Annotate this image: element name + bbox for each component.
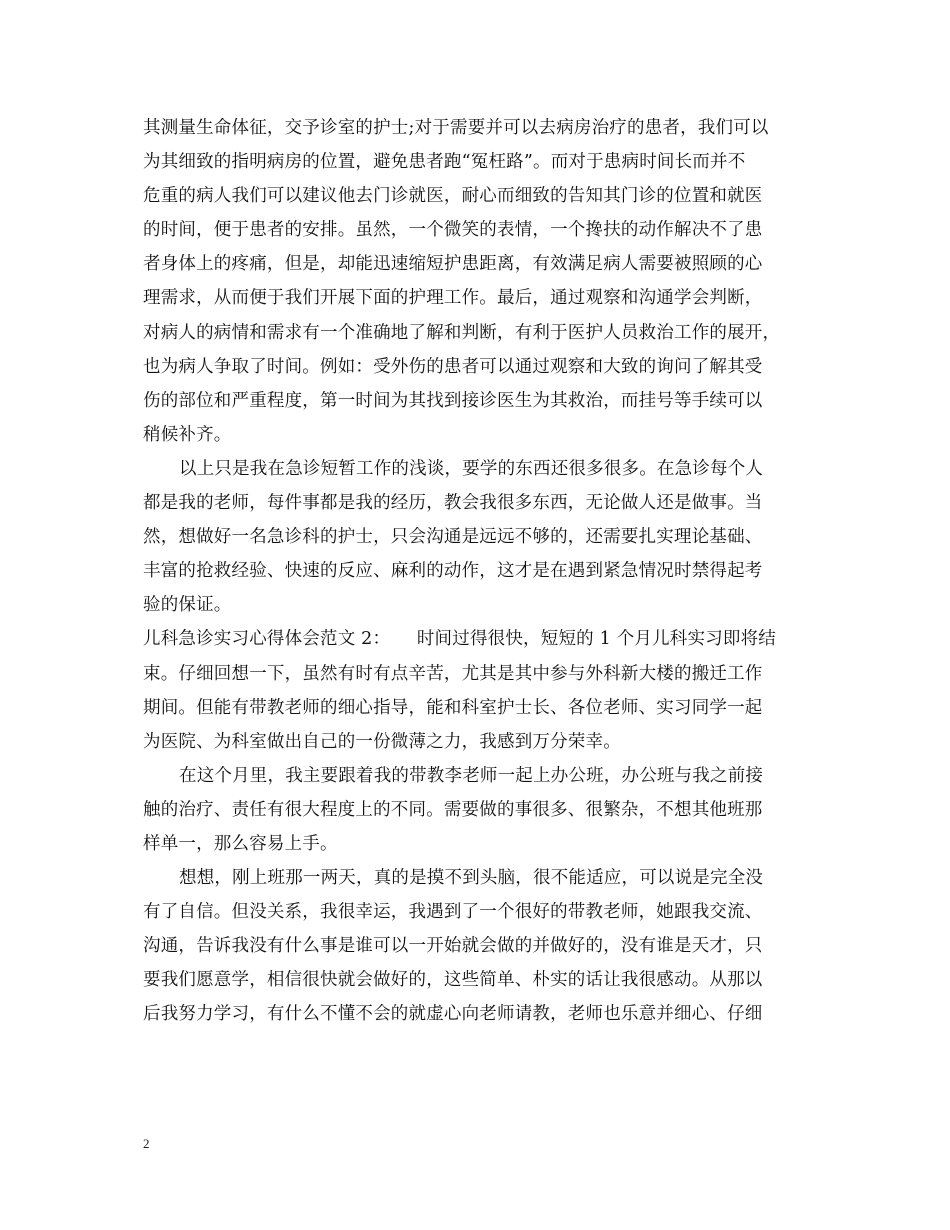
text-line: 有了自信。但没关系，我很幸运，我遇到了一个很好的带教老师，她跟我交流、 [143, 902, 763, 923]
text-line: 丰富的抢救经验、快速的反应、麻利的动作，这才是在遇到紧急情况时禁得起考 [143, 561, 763, 582]
page-number: 2 [143, 1136, 150, 1151]
text-line: 要我们愿意学，相信很快就会做好的，这些简单、朴实的话让我很感动。从那以 [143, 970, 763, 991]
text-line: 期间。但能有带教老师的细心指导，能和科室护士长、各位老师、实习同学一起 [143, 697, 763, 718]
text-line: 后我努力学习，有什么不懂不会的就虚心向老师请教，老师也乐意并细心、仔细 [143, 1004, 763, 1025]
document-body [143, 111, 819, 1032]
text-line: 然，想做好一名急诊科的护士，只会沟通是远远不够的，还需要扎实理论基础、 [143, 527, 763, 548]
text-line: 者身体上的疼痛，但是，却能迅速缩短护患距离，有效满足病人需要被照顾的心 [143, 254, 763, 275]
text-line: 对病人的病情和需求有一个准确地了解和判断，有利于医护人员救治工作的展开， [143, 322, 781, 343]
text-line: 验的保证。 [143, 595, 232, 616]
text-line: 伤的部位和严重程度，第一时间为其找到接诊医生为其救治，而挂号等手续可以 [143, 390, 763, 411]
text-line: 为其细致的指明病房的位置，避免患者跑“冤枉路”。而对于患病时间长而并不 [143, 152, 746, 173]
text-line: 也为病人争取了时间。例如：受外伤的患者可以通过观察和大致的询问了解其受 [143, 356, 763, 377]
text-line: 以上只是我在急诊短暂工作的浅谈，要学的东西还很多很多。在急诊每个人 [179, 458, 764, 479]
text-line: 想想，刚上班那一两天，真的是摸不到头脑，很不能适应，可以说是完全没 [179, 868, 764, 889]
text-line: 稍候补齐。 [143, 424, 232, 445]
text-line: 儿科急诊实习心得体会范文 2： 时间过得很快，短短的 1 个月儿科实习即将结 [143, 629, 777, 650]
text-line: 其测量生命体征，交予诊室的护士;对于需要并可以去病房治疗的患者，我们可以 [143, 118, 769, 138]
text-line: 理需求，从而便于我们开展下面的护理工作。最后，通过观察和沟通学会判断， [143, 288, 763, 309]
text-line: 在这个月里，我主要跟着我的带教李老师一起上办公班，办公班与我之前接 [179, 765, 764, 786]
text-line: 束。仔细回想一下，虽然有时有点辛苦，尤其是其中参与外科新大楼的搬迁工作 [143, 663, 763, 684]
text-line: 危重的病人我们可以建议他去门诊就医，耐心而细致的告知其门诊的位置和就医 [143, 186, 763, 207]
text-line: 都是我的老师，每件事都是我的经历，教会我很多东西，无论做人还是做事。当 [143, 493, 763, 514]
text-line: 为医院、为科室做出自己的一份微薄之力，我感到万分荣幸。 [143, 731, 621, 752]
text-line: 的时间，便于患者的安排。虽然，一个微笑的表情，一个搀扶的动作解决不了患 [143, 220, 763, 241]
text-line: 样单一，那么容易上手。 [143, 833, 338, 854]
text-line: 触的治疗、责任有很大程度上的不同。需要做的事很多、很繁杂，不想其他班那 [143, 799, 763, 820]
text-line: 沟通，告诉我没有什么事是谁可以一开始就会做的并做好的，没有谁是天才，只 [143, 936, 763, 957]
